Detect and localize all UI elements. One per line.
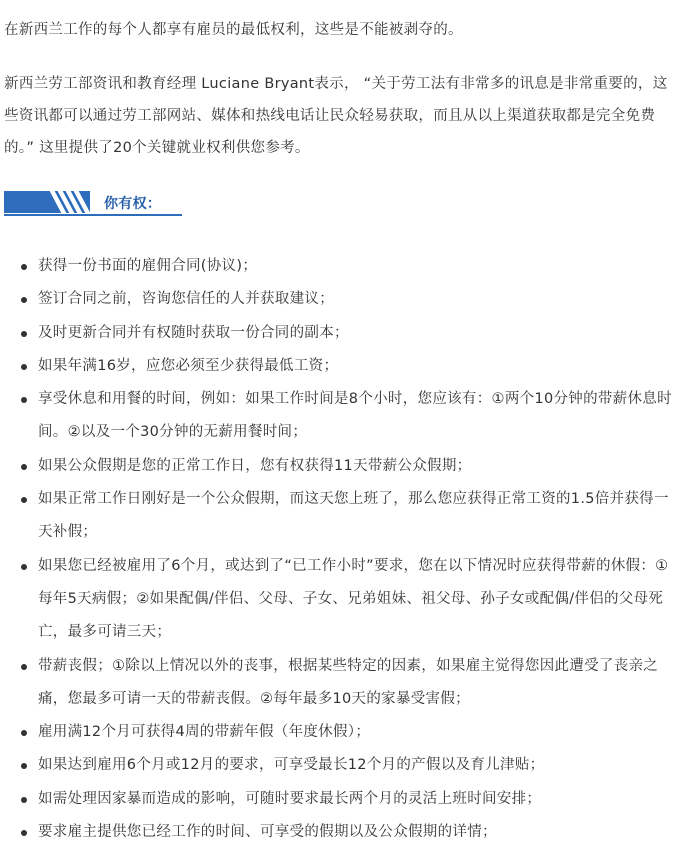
- list-item-text: 如需处理因家暴而造成的影响，可随时要求最长两个月的灵活上班时间安排；: [38, 790, 542, 807]
- list-item: [4, 450, 679, 483]
- bullet-icon: [21, 297, 27, 303]
- intro-paragraph-1: 在新西兰工作的每个人都享有雇员的最低权利，这些是不能被剥夺的。: [4, 22, 463, 38]
- list-item-text: 如果正常工作日刚好是一个公众假期，而这天您上班了，那么您应获得正常工资的1.5倍并获得一天补假；: [38, 491, 669, 541]
- rights-list: [4, 250, 679, 849]
- list-item: [4, 250, 679, 283]
- section-header: [4, 191, 182, 217]
- bullet-icon: [21, 564, 27, 570]
- list-item: [4, 816, 679, 849]
- bullet-icon: [21, 331, 27, 337]
- bullet-icon: [21, 364, 27, 370]
- bullet-icon: [21, 730, 27, 736]
- list-item: [4, 749, 679, 782]
- bullet-icon: [21, 264, 27, 270]
- list-item-text: 享受休息和用餐的时间，例如：如果工作时间是8个小时，您应该有：①两个10分钟的带薪休息时间。②以及一个30分钟的无薪用餐时间；: [38, 391, 672, 441]
- list-item: [4, 783, 679, 816]
- section-header-bar: [4, 191, 90, 213]
- list-item-text: 获得一份书面的雇佣合同(协议)；: [38, 258, 258, 274]
- bullet-icon: [21, 397, 27, 403]
- list-item: [4, 550, 679, 650]
- bullet-icon: [21, 763, 27, 769]
- list-item: [4, 283, 679, 316]
- list-item-text: 带薪丧假；①除以上情况以外的丧事，根据某些特定的因素，如果雇主觉得您因此遭受了丧亲之痛，您最多可请一天的带薪丧假。②每年最多10天的家暴受害假；: [38, 657, 659, 707]
- list-item-text: 如果您已经被雇用了6个月，或达到了“已工作小时”要求，您在以下情况时应获得带薪的休假：①每年5天病假；②如果配偶/伴侣、父母、子女、兄弟姐妹、祖父母、孙子女或配偶/伴侣的父母死亡，最多可请三天；: [38, 557, 669, 641]
- section-title: 你有权：: [104, 196, 162, 212]
- list-item-text: 雇用满12个月可获得4周的带薪年假（年度休假）；: [38, 724, 371, 741]
- list-item: [4, 350, 679, 383]
- list-item: [4, 383, 679, 450]
- list-item: [4, 317, 679, 350]
- list-item-text: 签订合同之前，咨询您信任的人并获取建议；: [38, 291, 334, 308]
- bullet-icon: [21, 664, 27, 670]
- bullet-icon: [21, 497, 27, 503]
- list-item-text: 要求雇主提供您已经工作的时间、可享受的假期以及公众假期的详情；: [38, 824, 497, 841]
- list-item-text: 如果公众假期是您的正常工作日，您有权获得11天带薪公众假期；: [38, 457, 472, 474]
- list-item-text: 如果达到雇用6个月或12月的要求，可享受最长12个月的产假以及育儿津贴；: [38, 757, 545, 774]
- list-item: [4, 650, 679, 717]
- list-item: [4, 716, 679, 749]
- list-item: [4, 483, 679, 550]
- list-item-text: 如果年满16岁，应您必须至少获得最低工资；: [38, 357, 339, 374]
- section-underline: [4, 214, 182, 216]
- bullet-icon: [21, 464, 27, 470]
- list-item-text: 及时更新合同并有权随时获取一份合同的副本；: [38, 324, 349, 341]
- intro-paragraph-2: 新西兰劳工部资讯和教育经理 Luciane Bryant表示， “关于劳工法有非常多的讯息是非常重要的，这些资讯都可以通过劳工部网站、媒体和热线电话让民众轻易获取，而且从以上渠道获取都是完全免费的。” 这里提供了20个关键就业权利供您参考。: [4, 76, 668, 156]
- bullet-icon: [21, 797, 27, 803]
- bullet-icon: [21, 830, 27, 836]
